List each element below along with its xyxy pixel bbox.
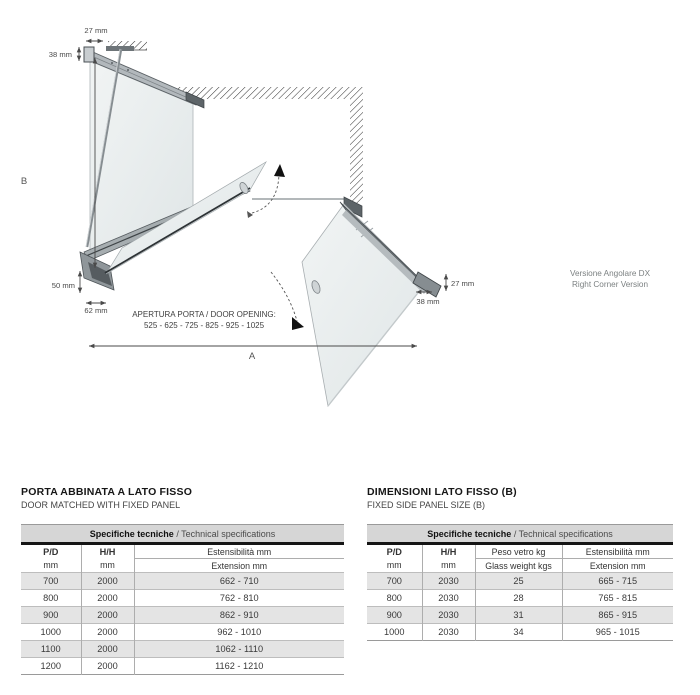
door-swing-arrowhead-lower bbox=[292, 317, 304, 330]
wall-hatch-right bbox=[350, 87, 363, 203]
dim-label-27-top: 27 mm bbox=[84, 26, 108, 35]
section-subtitle: FIXED SIDE PANEL SIZE (B) bbox=[367, 500, 486, 510]
fixed-side-panel-table bbox=[367, 524, 673, 641]
rail-screw bbox=[127, 69, 129, 71]
dim-label-38-top: 38 mm bbox=[48, 50, 72, 59]
table-row: 1000 2030 34 965 - 1015 bbox=[367, 624, 673, 641]
col-header-extension-it: Estensibilità mm bbox=[562, 544, 673, 559]
section-title: PORTA ABBINATA A LATO FISSO bbox=[21, 486, 193, 498]
section-subtitle: DOOR MATCHED WITH FIXED PANEL bbox=[21, 500, 181, 510]
door-opening-title: APERTURA PORTA / DOOR OPENING: bbox=[132, 310, 276, 319]
door-opening-values: 525 - 625 - 725 - 825 - 925 - 1025 bbox=[143, 321, 265, 330]
top-rail-end-cap bbox=[84, 47, 94, 62]
dim-label-38-right: 38 mm bbox=[416, 297, 440, 306]
table-row: 800 2030 28 765 - 815 bbox=[367, 590, 673, 607]
table-row: 800 2000 762 - 810 bbox=[21, 590, 344, 607]
door-fixed-panel-table bbox=[21, 524, 344, 675]
door-swing-arrowhead-upper bbox=[274, 164, 285, 177]
dim-label-50: 50 mm bbox=[51, 281, 75, 290]
table-row: 700 2030 25 665 - 715 bbox=[367, 573, 673, 590]
col-header-hh: H/H mm bbox=[81, 544, 134, 573]
dim-label-B: B bbox=[20, 176, 28, 187]
table-row: 900 2030 31 865 - 915 bbox=[367, 607, 673, 624]
col-header-pd: P/D mm bbox=[43, 546, 59, 570]
dim-label-62: 62 mm bbox=[84, 306, 108, 315]
table-band-header: Specifiche tecniche / Technical specifications bbox=[21, 525, 344, 544]
col-header-hh: H/H mm bbox=[422, 544, 475, 573]
door-swing-arrowtail-upper bbox=[247, 211, 253, 218]
col-header-pd: P/D mm bbox=[386, 546, 402, 570]
table-row: 1000 2000 962 - 1010 bbox=[21, 624, 344, 641]
section-title: DIMENSIONI LATO FISSO (B) bbox=[367, 486, 517, 498]
dim-label-27-right: 27 mm bbox=[451, 279, 475, 288]
door-with-fixed-panel-section bbox=[21, 486, 344, 675]
table-row: 900 2000 862 - 910 bbox=[21, 607, 344, 624]
table-row: 1200 2000 1162 - 1210 bbox=[21, 658, 344, 675]
col-header-weight-en: Glass weight kgs bbox=[475, 559, 562, 573]
version-label-en: Right Corner Version bbox=[572, 280, 648, 289]
col-header-extension-en: Extension mm bbox=[134, 559, 344, 573]
rail-screw bbox=[111, 62, 113, 64]
table-row: 700 2000 662 - 710 bbox=[21, 573, 344, 590]
dim-label-A: A bbox=[248, 351, 256, 362]
fixed-side-panel-section bbox=[367, 486, 673, 641]
col-header-extension-it: Estensibilità mm bbox=[134, 544, 344, 559]
table-band-header: Specifiche tecniche / Technical specifications bbox=[367, 525, 673, 544]
col-header-weight-it: Peso vetro kg bbox=[475, 544, 562, 559]
col-header-extension-en: Extension mm bbox=[562, 559, 673, 573]
version-label-it: Versione Angolare DX bbox=[569, 269, 651, 278]
table-row: 1100 2000 1062 - 1110 bbox=[21, 641, 344, 658]
